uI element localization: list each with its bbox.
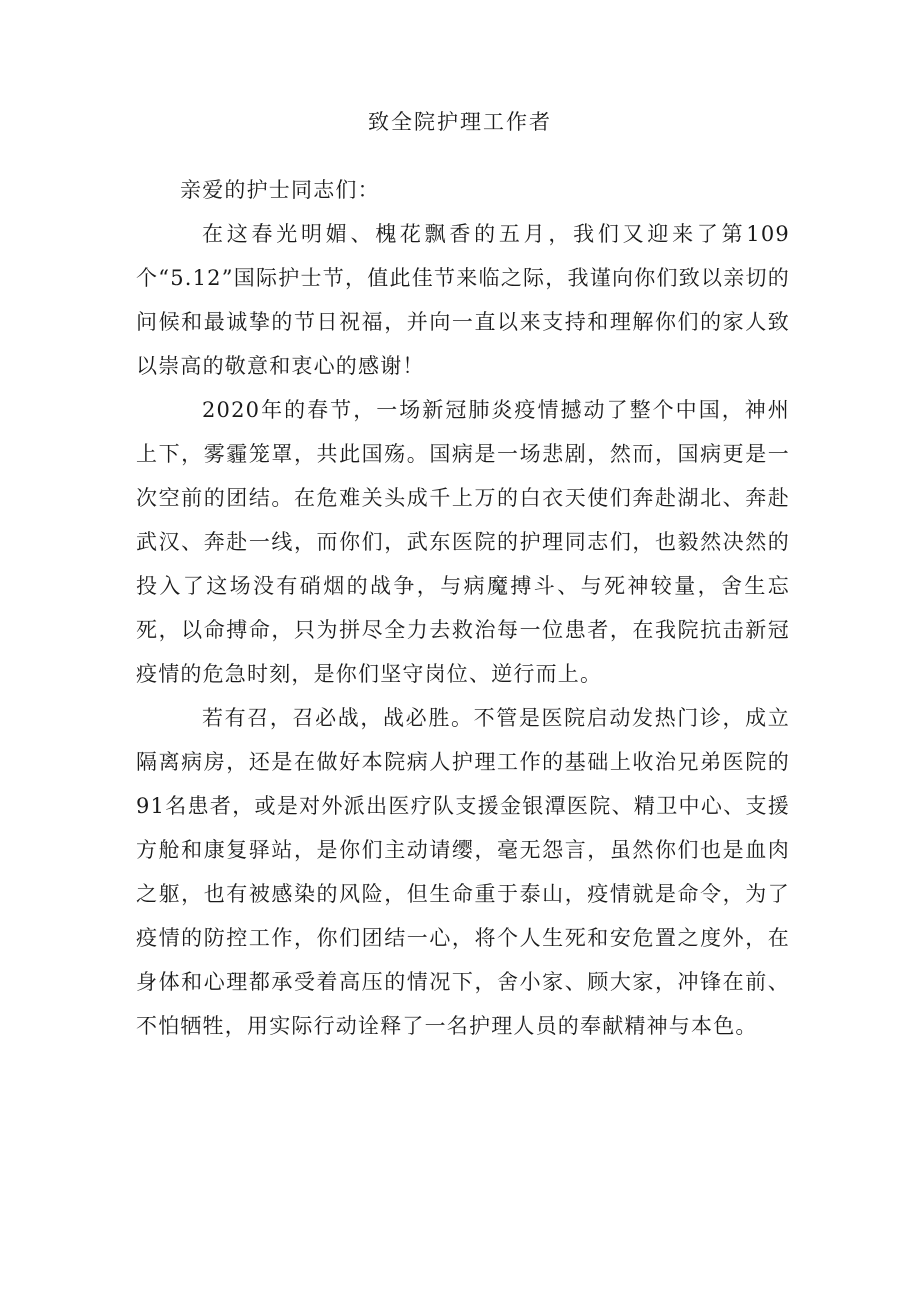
paragraph-3: 若有召，召必战，战必胜。不管是医院启动发热门诊，成立隔离病房，还是在做好本院病人护理工作的基础上收治兄弟医院的91名患者，或是对外派出医疗队支援金银潭医院、精卫中心、支援方舱和康复驿站，是你们主动请缨，毫无怨言，虽然你们也是血肉之躯，也有被感染的风险，但生命重于泰山，疫情就是命令，为了疫情的防控工作，你们团结一心，将个人生死和安危置之度外，在身体和心理都承受着高压的情况下，舍小家、顾大家，冲锋在前、不怕牺牲，用实际行动诠释了一名护理人员的奉献精神与本色。 (136, 706, 790, 1038)
document-body (136, 168, 790, 1048)
salutation: 亲爱的护士同志们： (180, 178, 380, 202)
paragraph-2: 2020年的春节，一场新冠肺炎疫情撼动了整个中国，神州上下，雾霾笼罩，共此国殇。国病是一场悲剧，然而，国病更是一次空前的团结。在危难关头成千上万的白衣天使们奔赴湖北、奔赴武汉、奔赴一线，而你们，武东医院的护理同志们，也毅然决然的投入了这场没有硝烟的战争，与病魔搏斗、与死神较量，舍生忘死，以命搏命，只为拼尽全力去救治每一位患者，在我院抗击新冠疫情的危急时刻，是你们坚守岗位、逆行而上。 (136, 398, 790, 686)
paragraph-1: 在这春光明媚、槐花飘香的五月，我们又迎来了第109个“5.12”国际护士节，值此佳节来临之际，我谨向你们致以亲切的问候和最诚挚的节日祝福，并向一直以来支持和理解你们的家人致以崇高的敬意和衷心的感谢！ (136, 222, 790, 378)
document-title: 致全院护理工作者 (368, 110, 552, 134)
